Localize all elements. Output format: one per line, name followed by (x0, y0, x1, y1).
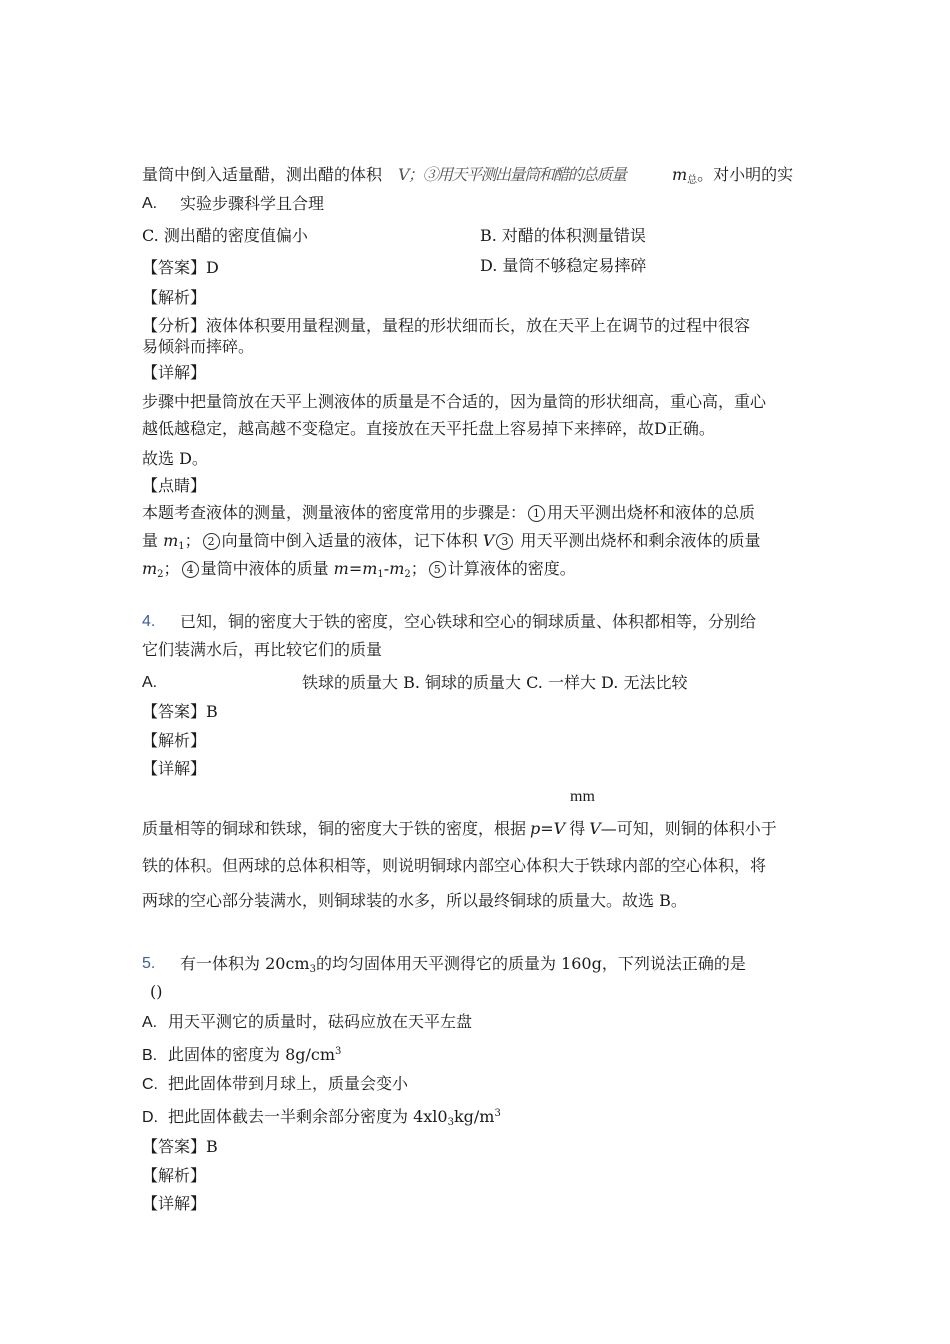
q3-comment-line2a: 量 (142, 531, 159, 550)
step-1-marker: 1 (528, 505, 545, 522)
q4-detail-line1c: —可知，则铜的体积小于 (600, 819, 777, 838)
q5-option-b-text: 此固体的密度为 8g/cm (168, 1045, 336, 1064)
q3-comment-line3d: 计算液体的密度。 (447, 559, 576, 578)
q3-detail-line1-text: 步骤中把量筒放在天平上测液体的质量是不合适的，因为量筒的形状细高，重心高，重心 (142, 392, 767, 411)
q3-analysis-line1 (142, 316, 750, 336)
q4-stem-line2-text: 它们装满水后，再比较它们的质量 (142, 640, 383, 659)
q3-comment-line1-text: 本题考查液体的测量，测量液体的密度常用的步骤是： (142, 503, 527, 522)
q5-option-a (142, 1012, 472, 1033)
q4-detail-line3-text: 两球的空心部分装满水，则铜球装的水多，所以最终铜球的质量大。故选 B。 (142, 891, 687, 910)
q3-option-c (142, 226, 308, 246)
q4-number (142, 612, 155, 632)
q3-answer (142, 258, 219, 278)
q5-stem-a: 有一体积为 20cm (180, 954, 310, 973)
q4-stem-line1 (180, 612, 756, 632)
q3-detail-line2-text: 越低越稳定，越高越不变稳定。直接放在天平托盘上容易掉下来摔碎，故D正确。 (142, 419, 715, 438)
q5-analysis-heading (142, 1166, 206, 1186)
q4-analysis-head-text: 【解析】 (142, 731, 207, 750)
q5-paren (150, 982, 162, 1002)
q5-option-a-letter: A. (142, 1014, 158, 1031)
q4-number-text: 4. (142, 613, 156, 630)
q4-detail-heading (142, 759, 206, 779)
q4-mm-text: mm (570, 788, 595, 805)
q3-formula-sub2: 2 (404, 569, 411, 580)
q3-formula-mid: -m (383, 559, 405, 578)
q3-analysis-line2 (142, 337, 254, 357)
q3-analysis-heading (142, 288, 206, 308)
q3-comment-line3b: 量筒中液体的质量 (200, 559, 329, 578)
q3-stem-tail (672, 165, 793, 191)
q3-comment-line1b-text: 用天平测出烧杯和液体的总质 (547, 503, 756, 522)
step-5-marker: 5 (429, 561, 446, 578)
q3-comment-line3c: ； (410, 559, 427, 578)
q5-option-c (142, 1074, 408, 1095)
q3-option-d-text: D. 量筒不够稳定易摔碎 (480, 256, 647, 275)
q3-m1: m (163, 531, 179, 550)
q4-detail-line2-text: 铁的体积。但两球的总体积相等，则说明铜球内部空心体积大于铁球内部的空心体积，将 (142, 856, 767, 875)
q3-option-c-text: C. 测出醋的密度值偏小 (142, 226, 308, 245)
q4-rho-eq: p=V (530, 819, 566, 838)
q3-comment-head-text: 【点睛】 (142, 476, 207, 495)
q5-answer-text: 【答案】B (142, 1137, 218, 1156)
q5-option-d-text: 把此固体截去一半剩余部分密度为 4xl0 (168, 1107, 448, 1126)
q3-detail-line2 (142, 419, 715, 439)
q3-comment-line2b: ； (184, 531, 201, 550)
q5-option-d-sub: 3 (447, 1117, 454, 1128)
q3-option-a-text (180, 194, 324, 214)
q3-stem-tail-m: m (672, 165, 688, 184)
q4-detail-line1a: 质量相等的铜球和铁球，铜的密度大于铁的密度，根据 (142, 819, 527, 838)
q4-detail-line2 (142, 856, 766, 876)
q3-detail-heading (142, 363, 206, 383)
q5-stem-sub: 3 (309, 964, 316, 975)
q3-comment-line3 (142, 559, 576, 585)
q5-option-b-sup: 3 (335, 1046, 342, 1057)
q3-detail-line1 (142, 392, 766, 412)
q4-stem-line2 (142, 640, 382, 660)
q3-stem-end: 。对小明的实 (697, 165, 794, 184)
q5-option-c-letter: C. (142, 1076, 158, 1093)
q5-option-d-sup: 3 (494, 1108, 501, 1119)
q5-analysis-head-text: 【解析】 (142, 1166, 207, 1185)
q5-detail-heading (142, 1194, 206, 1214)
q4-option-a-letter (142, 673, 157, 693)
q5-option-d-unit: kg/m (453, 1107, 495, 1126)
q4-v: V (589, 819, 601, 838)
q3-analysis-head-text: 【解析】 (142, 288, 207, 307)
q4-options (302, 673, 687, 693)
q3-formula-sub1: 1 (377, 569, 384, 580)
q3-option-b-text: B. 对醋的体积测量错误 (480, 226, 646, 245)
q3-option-b (480, 226, 646, 246)
q4-detail-line1 (142, 819, 777, 839)
q5-option-b-letter: B. (142, 1047, 158, 1064)
q3-answer-text: 【答案】D (142, 258, 219, 277)
q5-option-b (142, 1042, 341, 1066)
q5-stem-b: 的均匀固体用天平测得它的质量为 160g，下列说法正确的是 (315, 954, 746, 973)
q5-option-d (142, 1104, 501, 1133)
q3-stem-overlap (398, 165, 626, 185)
q3-volume-v: V (482, 531, 495, 550)
q3-m2-sub: 2 (157, 569, 164, 580)
q3-choose-text: 故选 D。 (142, 449, 208, 468)
q3-option-a (142, 194, 157, 214)
q3-choose (142, 449, 208, 469)
q3-m1-sub: 1 (178, 541, 185, 552)
q4-answer-text: 【答案】B (142, 702, 218, 721)
q3-comment-line2c: 向量筒中倒入适量的液体，记下体积 (221, 531, 478, 550)
step-3-marker: 3 (496, 533, 513, 550)
q5-paren-text: () (150, 982, 163, 1001)
q3-analysis-line2-text: 易倾斜而摔碎。 (142, 337, 255, 356)
step-2-marker: 2 (203, 533, 220, 550)
q3-analysis-line1-text: 【分析】液体体积要用量程测量，量程的形状细而长，放在天平上在调节的过程中很容 (142, 316, 751, 335)
q4-option-a-letter-text: A. (142, 674, 158, 691)
q5-number-text: 5. (142, 955, 156, 972)
q4-detail-line3 (142, 891, 687, 911)
q4-stem-line1-text: 已知，铜的密度大于铁的密度，空心铁球和空心的铜球质量、体积都相等，分别给 (180, 612, 757, 631)
q3-comment-line2 (142, 531, 760, 557)
q3-option-d (480, 252, 647, 275)
q5-stem (180, 954, 746, 980)
q3-formula: m=m (333, 559, 378, 578)
q3-comment-line3a: ； (163, 559, 180, 578)
q3-comment-heading (142, 476, 206, 496)
q3-stem-line (142, 165, 382, 185)
q5-number (142, 954, 155, 974)
q3-stem-tail-sub: 总 (687, 175, 698, 186)
q3-m2: m (142, 559, 158, 578)
q3-option-a-content: 实验步骤科学且合理 (180, 194, 325, 213)
q5-option-c-text: 把此固体带到月球上，质量会变小 (168, 1074, 409, 1093)
q4-detail-line1b: 得 (569, 819, 586, 838)
q4-analysis-heading (142, 731, 206, 751)
q3-stem-text: 量筒中倒入适量醋，测出醋的体积 (142, 165, 383, 184)
q3-stem-overlap-text: V；③用天平测出量筒和醋的总质量 (398, 165, 626, 184)
q3-option-a-letter: A. (142, 195, 158, 212)
q4-answer (142, 702, 218, 722)
q5-option-a-text: 用天平测它的质量时，砝码应放在天平左盘 (168, 1012, 473, 1031)
q5-answer (142, 1137, 218, 1157)
q4-detail-head-text: 【详解】 (142, 759, 207, 778)
step-4-marker: 4 (182, 561, 199, 578)
q4-options-text: 铁球的质量大 B. 铜球的质量大 C. 一样大 D. 无法比较 (302, 673, 688, 692)
q5-option-d-letter: D. (142, 1109, 158, 1126)
q5-detail-head-text: 【详解】 (142, 1194, 207, 1213)
q3-comment-line2d: 用天平测出烧杯和剩余液体的质量 (520, 531, 761, 550)
q4-formula-numerator (570, 788, 595, 806)
q3-comment-line1 (142, 503, 755, 523)
q3-detail-head-text: 【详解】 (142, 363, 207, 382)
